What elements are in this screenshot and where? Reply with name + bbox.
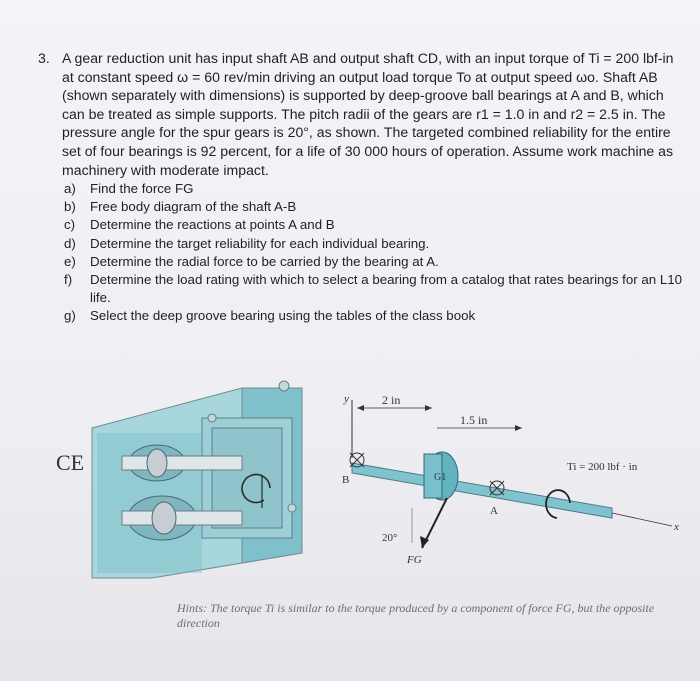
dimension-2in: 2 in [382, 393, 401, 407]
dimension-1-5in: 1.5 in [460, 413, 488, 427]
problem-statement: A gear reduction unit has input shaft AB and output shaft CD, with an input torque of Ti = 200 lbf-in at constant speed ω = 60 rev/min driving an output load torque To at output speed ωo. Shaft AB (shown separately with dimensions) is supported by deep-groove ball bearings at A and B, which can be treated as simple supports. The pitch radii of the gears are r1 = 1.0 in and r2 = 2.5 in. The pressure angle for the spur gears is 20°, as shown. The targeted combined reliability for the entire set of four bearings is 92 percent, for a life of 30 000 hours of operation. Assume work machine as machinery with moderate impact. [62, 50, 674, 178]
gearbox-housing [92, 381, 302, 578]
subquestion-e: e) Determine the radial force to be carried by the bearing at A. [64, 253, 439, 269]
problem-number: 3. [38, 50, 50, 66]
x-axis-label: x [674, 521, 679, 533]
force-label: FG [407, 554, 422, 566]
subquestion-f: f) Determine the load rating with which to select a bearing from a catalog that rates bearings for an L10 life. [64, 272, 683, 306]
subquestion-list [64, 180, 694, 326]
gear-g1-label: G1 [434, 472, 447, 483]
subquestion-b: b) Free body diagram of the shaft A-B [64, 199, 297, 215]
hints-text: Hints: The torque Ti is similar to the torque produced by a component of force FG, but the opposite direction [177, 601, 655, 630]
gear-reduction-figure [52, 358, 692, 598]
subquestion-a: a) Find the force FG [64, 181, 194, 196]
subquestion-c: c) Determine the reactions at points A and B [64, 217, 335, 233]
subquestion-d: d) Determine the target reliability for each individual bearing. [64, 235, 430, 251]
y-axis-label: y [344, 393, 349, 405]
torque-label: Ti = 200 lbf · in [567, 461, 638, 473]
angle-label: 20° [382, 532, 398, 544]
bearing-b-label: B [342, 474, 350, 486]
shaft-ab-diagram [342, 393, 679, 566]
subquestion-g: g) Select the deep groove bearing using the tables of the class book [64, 308, 476, 324]
ce-label: CE [56, 450, 85, 475]
bearing-a-label: A [490, 505, 498, 517]
